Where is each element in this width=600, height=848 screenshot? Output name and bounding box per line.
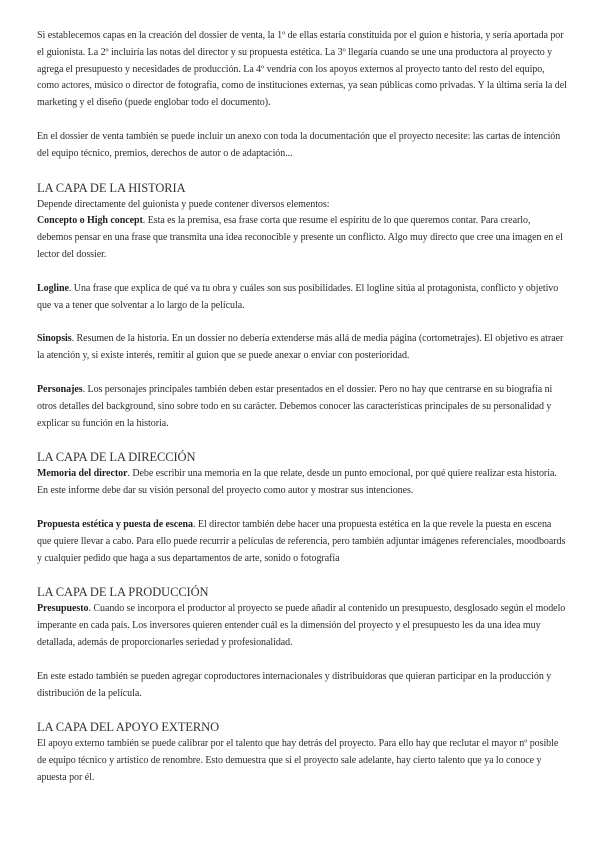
intro-paragraph-2: En el dossier de venta también se puede incluir un anexo con toda la documentación que el proyecto necesite: las cartas de intención del equipo técnico, premios, derechos de autor o de adaptación... [37,130,561,159]
propuesta-term: Propuesta estética y puesta de escena [37,518,193,530]
section-heading-direccion: LA CAPA DE LA DIRECCIÓN [37,450,196,465]
presupuesto-term: Presupuesto [37,603,89,615]
section-heading-produccion: LA CAPA DE LA PRODUCCIÓN [37,585,209,600]
presupuesto-paragraph [37,601,567,651]
produccion-extra-paragraph: En este estado también se pueden agregar coproductores internacionales y distribuidoras que quieran participar en la producción y distribución de la película. [37,670,552,699]
propuesta-paragraph [37,517,567,567]
logline-paragraph [37,281,567,315]
personajes-text: . Los personajes principales también deben estar presentados en el dossier. Pero no hay que centrarse en su biografía ni otros detalles del background, sino sobre todo en su carácter. Debemos conocer las características principales de su personalidad y explicar su función en la historia. [37,383,553,429]
propuesta-text: . El director también debe hacer una propuesta estética en la que revele la puesta en escena que quiere llevar a cabo. Para ello puede recurrir a películas de referencia, pero también adjuntar imágenes referenciales, moodboards y cualquier pedido que haga a sus departamentos de arte, sonido o fotografía [37,518,566,564]
personajes-term: Personajes [37,383,83,395]
intro-paragraph-1: Si establecemos capas en la creación del dossier de venta, la 1º de ellas estaría constituida por el guion e historia, y sería aportada por el guionista. La 2º incluiría las notas del director y su propuesta estética. La 3º llegaría cuando se une una productora al proyecto y agrega el presupuesto y necesidades de producción. La 4º vendría con los apoyos externos al proyecto tanto del resto del equipo, como actores, músico o director de fotografía, como de instituciones externas, ya sean públicas como privadas. Y la última sería la del marketing y el diseño (puede englobar todo el documento). [37,30,567,109]
logline-text: . Una frase que explica de qué va tu obra y cuáles son sus posibilidades. El logline sitúa al protagonista, conflicto y objetivo que va a tener que solventar a lo largo de la película. [37,282,559,311]
concepto-paragraph [37,213,567,263]
personajes-paragraph [37,382,567,432]
memoria-text: . Debe escribir una memoria en la que relate, desde un punto emocional, por qué quiere realizar esta historia. En este informe debe dar su visión personal del proyecto como autor y mostrar sus intenciones. [37,468,557,497]
section-heading-historia: LA CAPA DE LA HISTORIA [37,180,186,195]
memoria-paragraph [37,466,567,500]
document-page [37,28,567,787]
historia-lead: Depende directamente del guionista y puede contener diversos elementos: [37,198,330,210]
sinopsis-term: Sinopsis [37,333,72,345]
concepto-term: Concepto o High concept [37,215,143,227]
section-heading-apoyo: LA CAPA DEL APOYO EXTERNO [37,720,220,735]
logline-term: Logline [37,282,69,294]
sinopsis-text: . Resumen de la historia. En un dossier no debería extenderse más allá de media página (cortometrajes). El objetivo es atraer la atención y, si existe interés, remitir al guion que se puede anexar o enviar con posterioridad. [37,333,564,362]
apoyo-paragraph: El apoyo externo también se puede calibrar por el talento que hay detrás del proyecto. Para ello hay que reclutar el mayor nº posible de equipo técnico y artístico de renombre. Esto demuestra que si el proyecto sale adelante, hay cierto talento que ya lo conoce y apuesta por él. [37,738,559,783]
sinopsis-paragraph [37,331,567,365]
concepto-text: . Esta es la premisa, esa frase corta que resume el espíritu de lo que queremos contar. Para crearlo, debemos pensar en una frase que transmita una idea reconocible y presente un conflicto. Algo muy directo que cree una imagen en el lector del dossier. [37,215,563,260]
memoria-term: Memoria del director [37,468,128,480]
presupuesto-text: . Cuando se incorpora el productor al proyecto se puede añadir al contenido un presupuesto, desglosado según el modelo imperante en cada país. Los inversores quieren entender cuál es la dimensión del proyecto y el presupuesto les da una idea muy detallada, además de proporcionarles seriedad y profesionalidad. [37,603,566,648]
